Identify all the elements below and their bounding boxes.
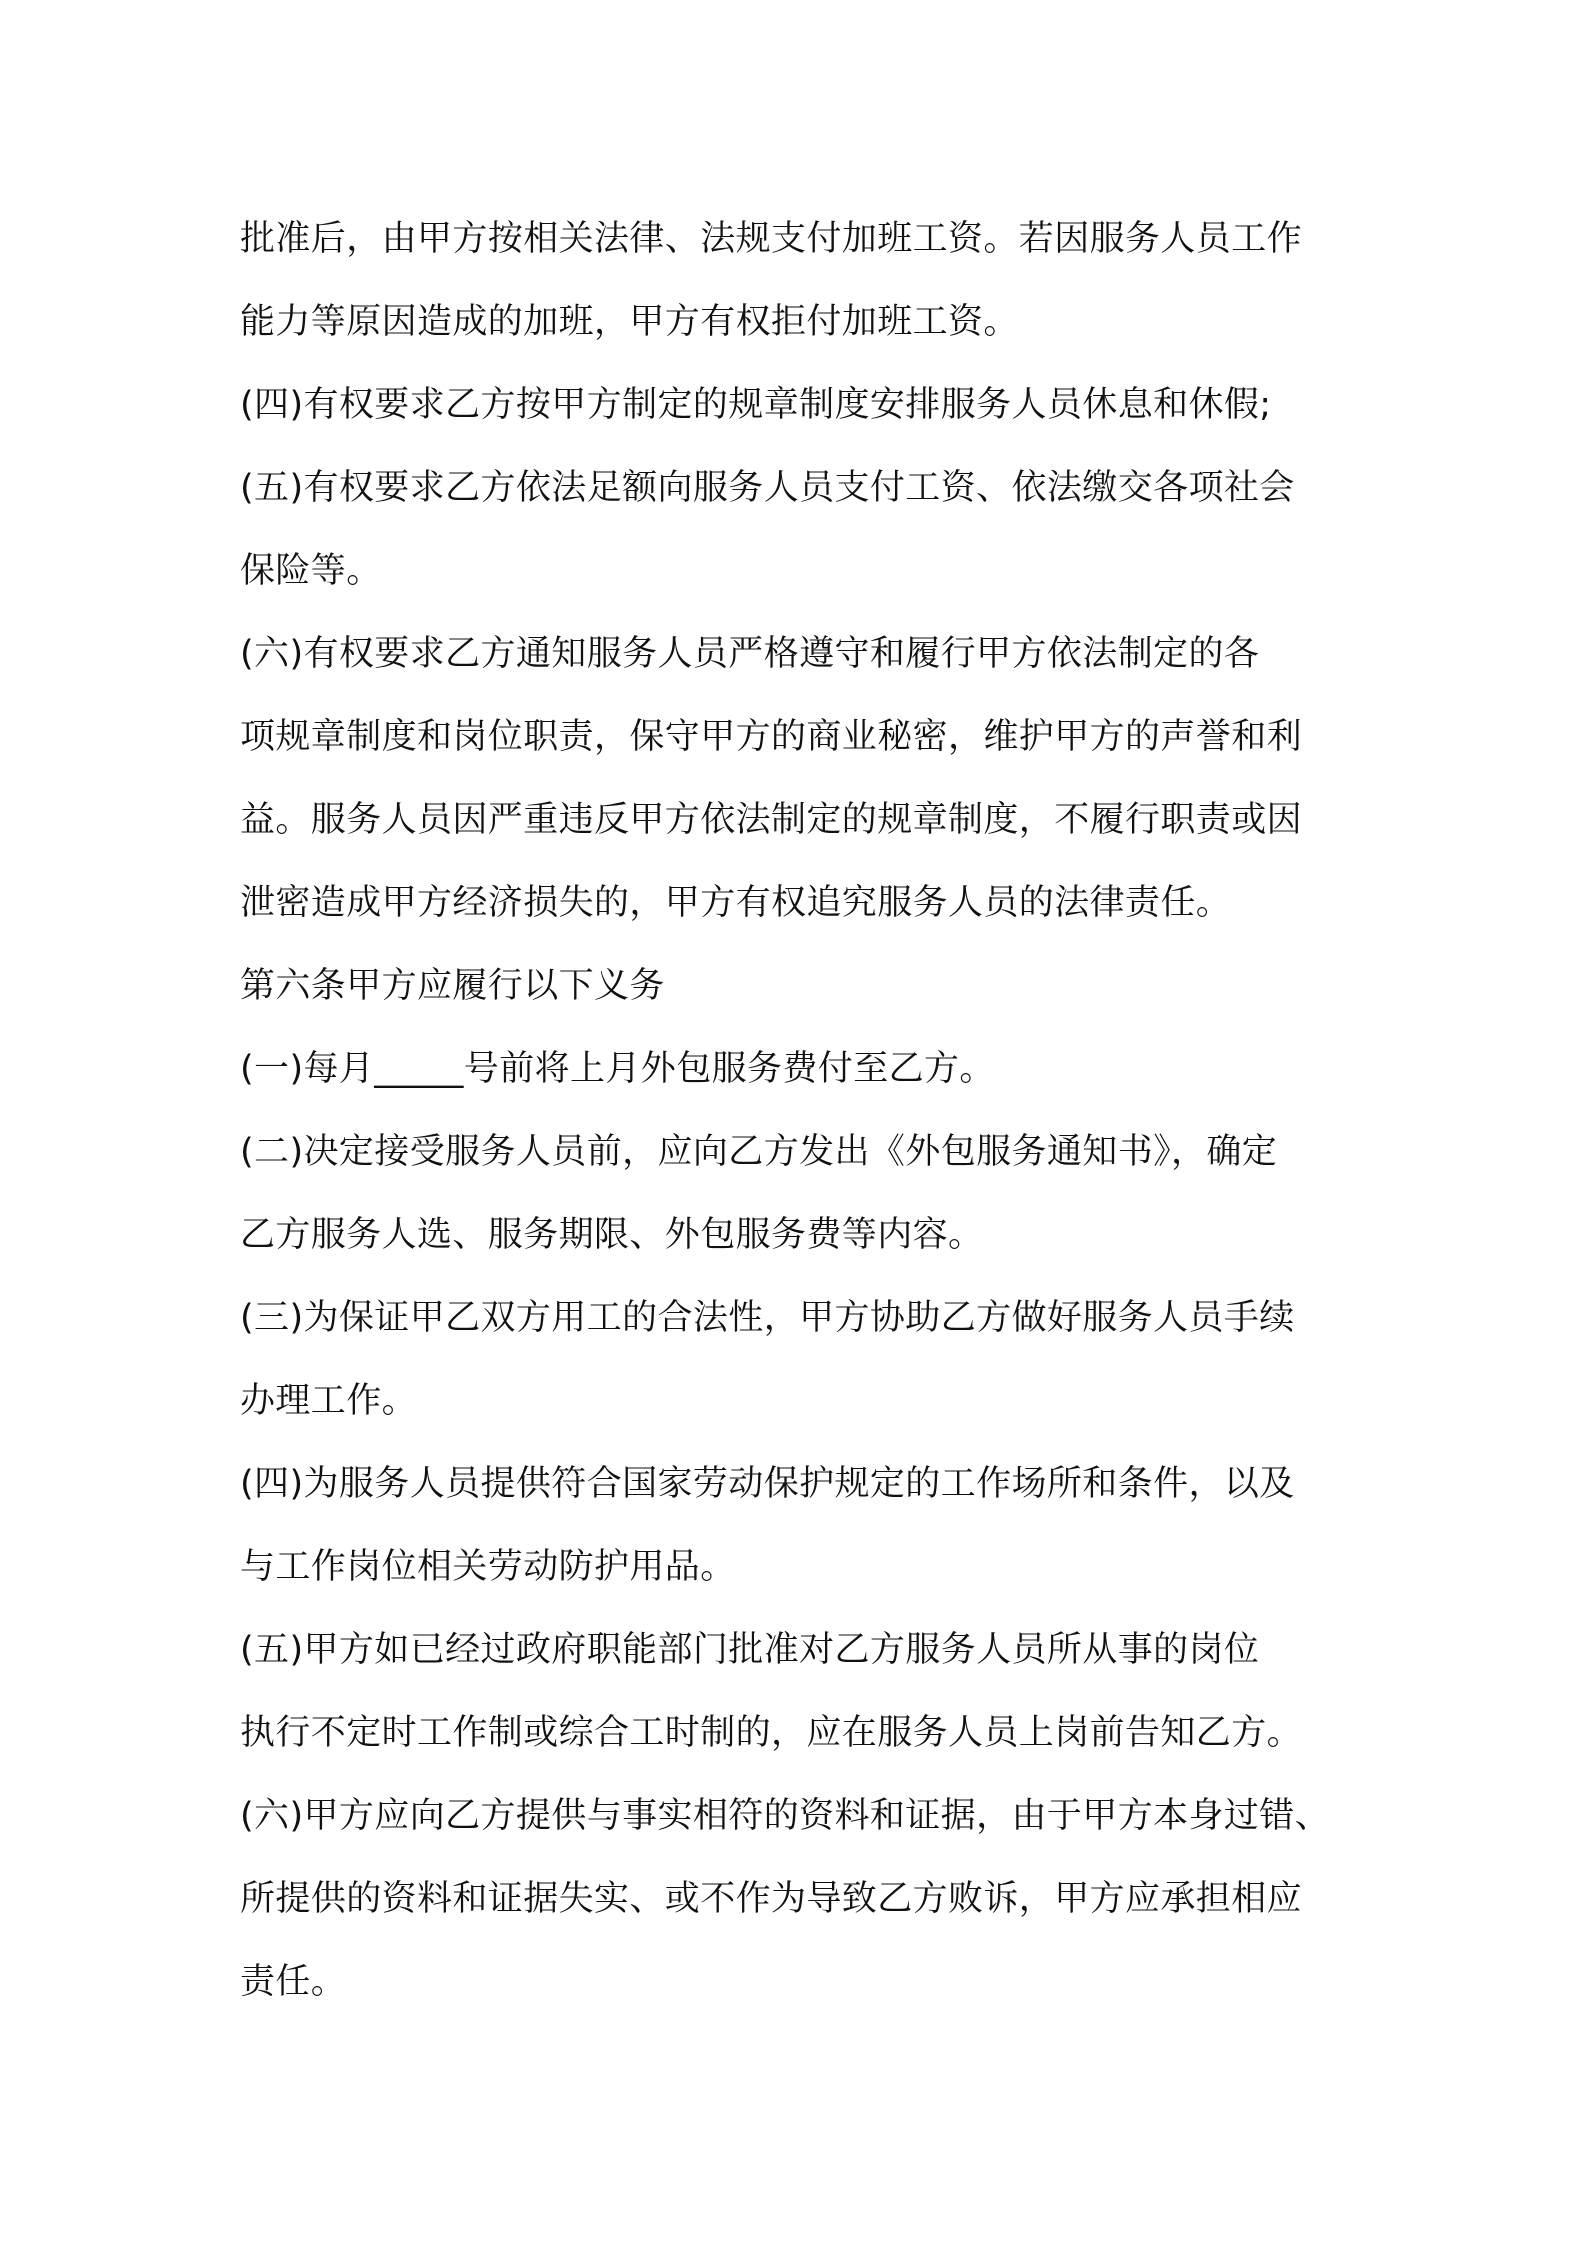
document-body — [240, 198, 1370, 2024]
text-line: 益。服务人员因严重违反甲方依法制定的规章制度，不履行职责或因 — [240, 800, 1303, 840]
text-line: 办理工作。 — [240, 1381, 418, 1421]
section-heading: 第六条甲方应履行以下义务 — [240, 966, 665, 1006]
text-line: 能力等原因造成的加班，甲方有权拒付加班工资。 — [240, 302, 1019, 342]
text-line: 保险等。 — [240, 551, 382, 591]
text-line: (三)为保证甲乙双方用工的合法性，甲方协助乙方做好服务人员手续 — [240, 1298, 1295, 1338]
text-line: (四)有权要求乙方按甲方制定的规章制度安排服务人员休息和休假; — [240, 385, 1272, 425]
text-line: (五)有权要求乙方依法足额向服务人员支付工资、依法缴交各项社会 — [240, 468, 1295, 508]
text-line: 乙方服务人选、服务期限、外包服务费等内容。 — [240, 1215, 984, 1255]
text-line: 泄密造成甲方经济损失的，甲方有权追究服务人员的法律责任。 — [240, 883, 1232, 923]
text-line: (四)为服务人员提供符合国家劳动保护规定的工作场所和条件，以及 — [240, 1464, 1295, 1504]
text-line: (二)决定接受服务人员前，应向乙方发出《外包服务通知书》，确定 — [240, 1132, 1278, 1172]
text-line: 批准后，由甲方按相关法律、法规支付加班工资。若因服务人员工作 — [240, 219, 1303, 259]
text-line: (六)甲方应向乙方提供与事实相符的资料和证据，由于甲方本身过错、 — [240, 1796, 1331, 1836]
text-line: 项规章制度和岗位职责，保守甲方的商业秘密，维护甲方的声誉和利 — [240, 717, 1303, 757]
text-line: 所提供的资料和证据失实、或不作为导致乙方败诉，甲方应承担相应 — [240, 1879, 1303, 1919]
text-line: 责任。 — [240, 1962, 347, 2002]
text-line: 执行不定时工作制或综合工时制的，应在服务人员上岗前告知乙方。 — [240, 1713, 1303, 1753]
text-line: (五)甲方如已经过政府职能部门批准对乙方服务人员所从事的岗位 — [240, 1630, 1260, 1670]
text-line: 与工作岗位相关劳动防护用品。 — [240, 1547, 736, 1587]
text-line: (一)每月_____号前将上月外包服务费付至乙方。 — [240, 1049, 995, 1089]
text-line: (六)有权要求乙方通知服务人员严格遵守和履行甲方依法制定的各 — [240, 634, 1260, 674]
